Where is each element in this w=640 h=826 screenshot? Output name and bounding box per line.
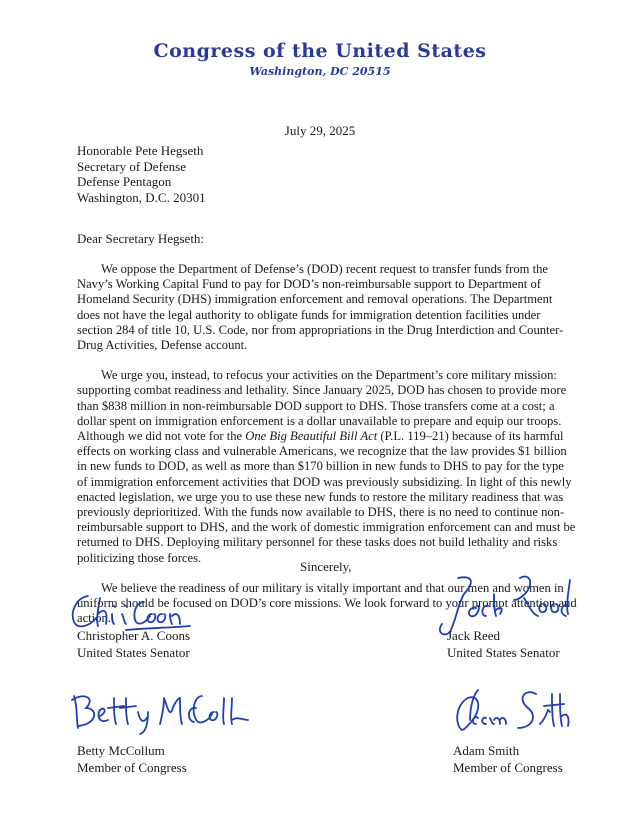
recipient-line: Honorable Pete Hegseth — [77, 143, 204, 158]
recipient-line: Secretary of Defense — [77, 158, 186, 174]
bill-name: One Big Beautiful Bill Act — [245, 429, 378, 444]
body-text: We urge you, instead, to refocus your activities on the Department’s core military mission: supporting combat readiness and lethality. Since January 2025, DOD has chosen to provide more than $838 million in non-reimbursable DOD support to DHS. Those transfers come at a cost; a dollar spent on immigration enforcement is a dollar unavailable to prepare and equip our troops. Although we did not vote for the — [77, 368, 567, 444]
recipient-line: Defense Pentagon — [77, 174, 172, 189]
signatory-title: Member of Congress — [453, 760, 563, 775]
signatory-title: United States Senator — [77, 645, 190, 660]
body-paragraph-2 — [77, 368, 577, 566]
recipient-address — [77, 143, 206, 205]
closing: Sincerely, — [300, 559, 352, 574]
signature-mccollum — [64, 686, 254, 736]
signatory-reed — [447, 627, 560, 661]
signatory-name: Jack Reed — [447, 628, 501, 643]
letterhead — [0, 40, 640, 78]
signatory-name: Adam Smith — [453, 743, 520, 758]
body-paragraph-3: We believe the readiness of our military is vitally important and that our men and women in uniform should be focused on DOD’s core missions. We look forward to your prompt attention and action. — [77, 580, 577, 626]
letterhead-subtitle: Washington, DC 20515 — [249, 65, 391, 78]
recipient-line: Washington, D.C. 20301 — [77, 189, 206, 205]
signatory-name: Christopher A. Coons — [77, 628, 191, 643]
letter-date: July 29, 2025 — [284, 123, 356, 138]
signatory-mccollum — [77, 742, 187, 776]
body-text: (P.L. 119–21) because of its harmful effects on working class and vulnerable Americans, we recognize that the law provides $1 billion in new funds to DOD, as well as more than $170 billion in new funds to DHS to pay for the type of immigration enforcement activities that DOD was previously subsidizing. In light of this newly enacted legislation, we urge you to use these new funds to restore the military readiness that was previously deprioritized. With the funds now available to DHS, there is no need to continue non-reimbursable support to DHS, and the work of domestic immigration enforcement can and must be returned to DHS. Deploying military personnel for these tasks does not build lethality and risks politicizing those forces. — [77, 429, 576, 565]
signatory-coons — [77, 627, 190, 661]
signature-smith — [444, 684, 574, 740]
signatory-name: Betty McCollum — [77, 743, 165, 758]
salutation: Dear Secretary Hegseth: — [77, 231, 205, 246]
body-paragraph-1: We oppose the Department of Defense’s (DOD) recent request to transfer funds from the Navy’s Working Capital Fund to pay for DOD’s non-reimbursable support to Department of Homeland Security (DHS) immigration enforcement and removal operations. The Department does not have the legal authority to obligate funds for immigration detention facilities under section 284 of title 10, U.S. Code, nor from appropriations in the Drug Interdiction and Counter-Drug Activities, Defense account. — [77, 262, 564, 353]
letterhead-title: Congress of the United States — [153, 40, 487, 62]
signatory-title: United States Senator — [447, 645, 560, 660]
signatory-title: Member of Congress — [77, 760, 187, 775]
signatory-smith — [453, 742, 563, 776]
